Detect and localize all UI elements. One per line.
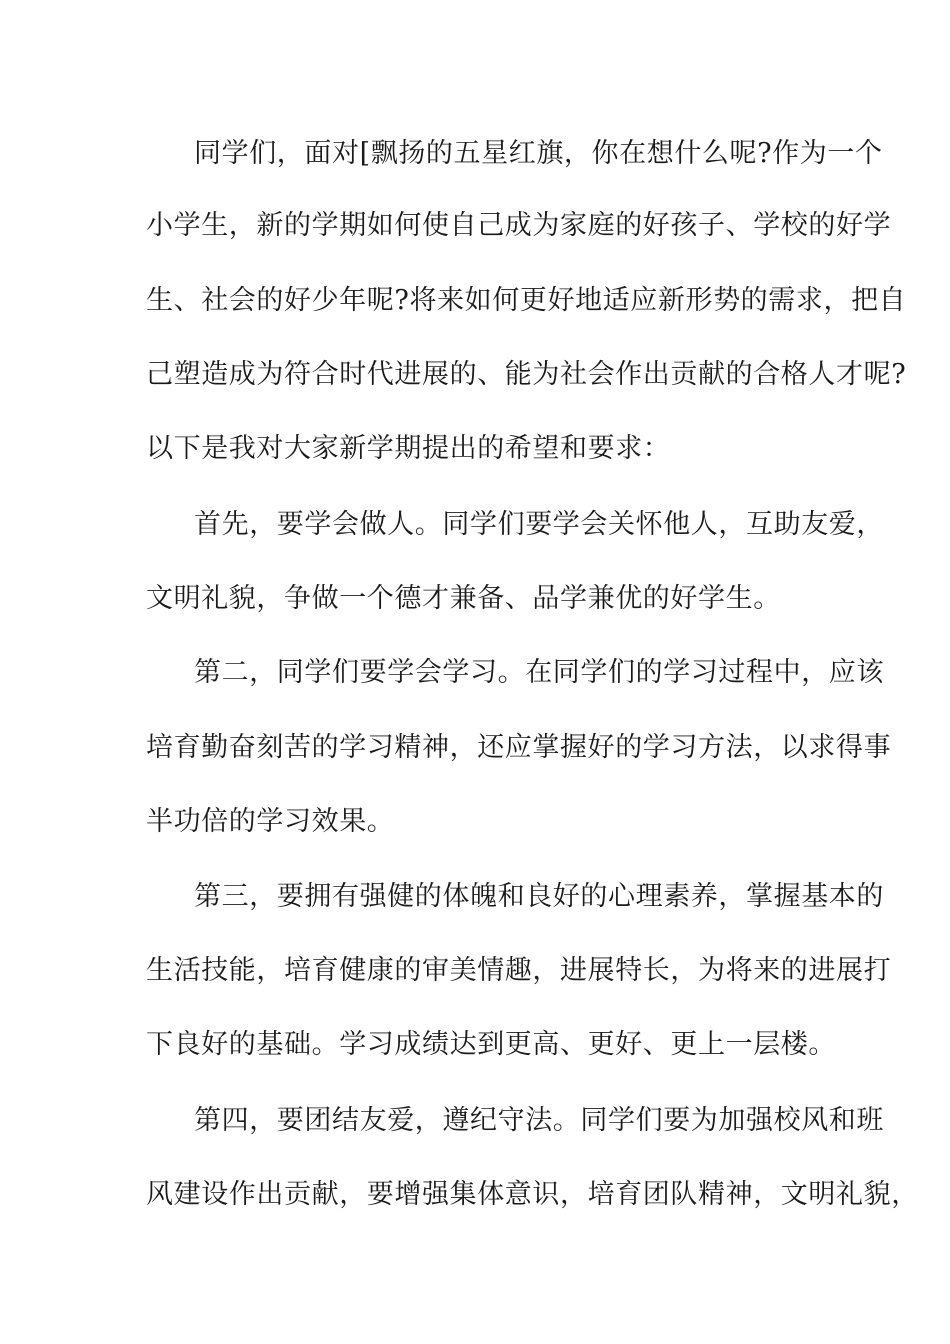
text-line: 以下是我对大家新学期提出的希望和要求： [146, 433, 671, 464]
text-line: 第二，同学们要学会学习。在同学们的学习过程中，应该 [194, 657, 884, 688]
text-line: 风建设作出贡献，要增强集体意识，培育团队精神，文明礼貌， [146, 1179, 919, 1210]
text-line: 首先，要学会做人。同学们要学会关怀他人，互助友爱， [194, 509, 884, 540]
text-line: 文明礼貌，争做一个德才兼备、品学兼优的好学生。 [146, 583, 781, 614]
text-line: 半功倍的学习效果。 [146, 806, 395, 837]
text-line: 小学生，新的学期如何使自己成为家庭的好孩子、学校的好学 [146, 210, 892, 241]
text-line: 下良好的基础。学习成绩达到更高、更好、更上一层楼。 [146, 1029, 836, 1060]
text-line: 己塑造成为符合时代进展的、能为社会作出贡献的合格人才呢? [146, 359, 907, 390]
text-line: 第四，要团结友爱，遵纪守法。同学们要为加强校风和班 [194, 1105, 884, 1136]
text-line: 生活技能，培育健康的审美情趣，进展特长，为将来的进展打 [146, 955, 892, 986]
text-line: 培育勤奋刻苦的学习精神，还应掌握好的学习方法，以求得事 [146, 732, 892, 763]
text-line: 第三，要拥有强健的体魄和良好的心理素养，掌握基本的 [194, 881, 884, 912]
text-line: 生、社会的好少年呢?将来如何更好地适应新形势的需求，把自 [146, 285, 907, 316]
text-line: 同学们，面对[飘扬的五星红旗，你在想什么呢?作为一个 [194, 138, 883, 169]
